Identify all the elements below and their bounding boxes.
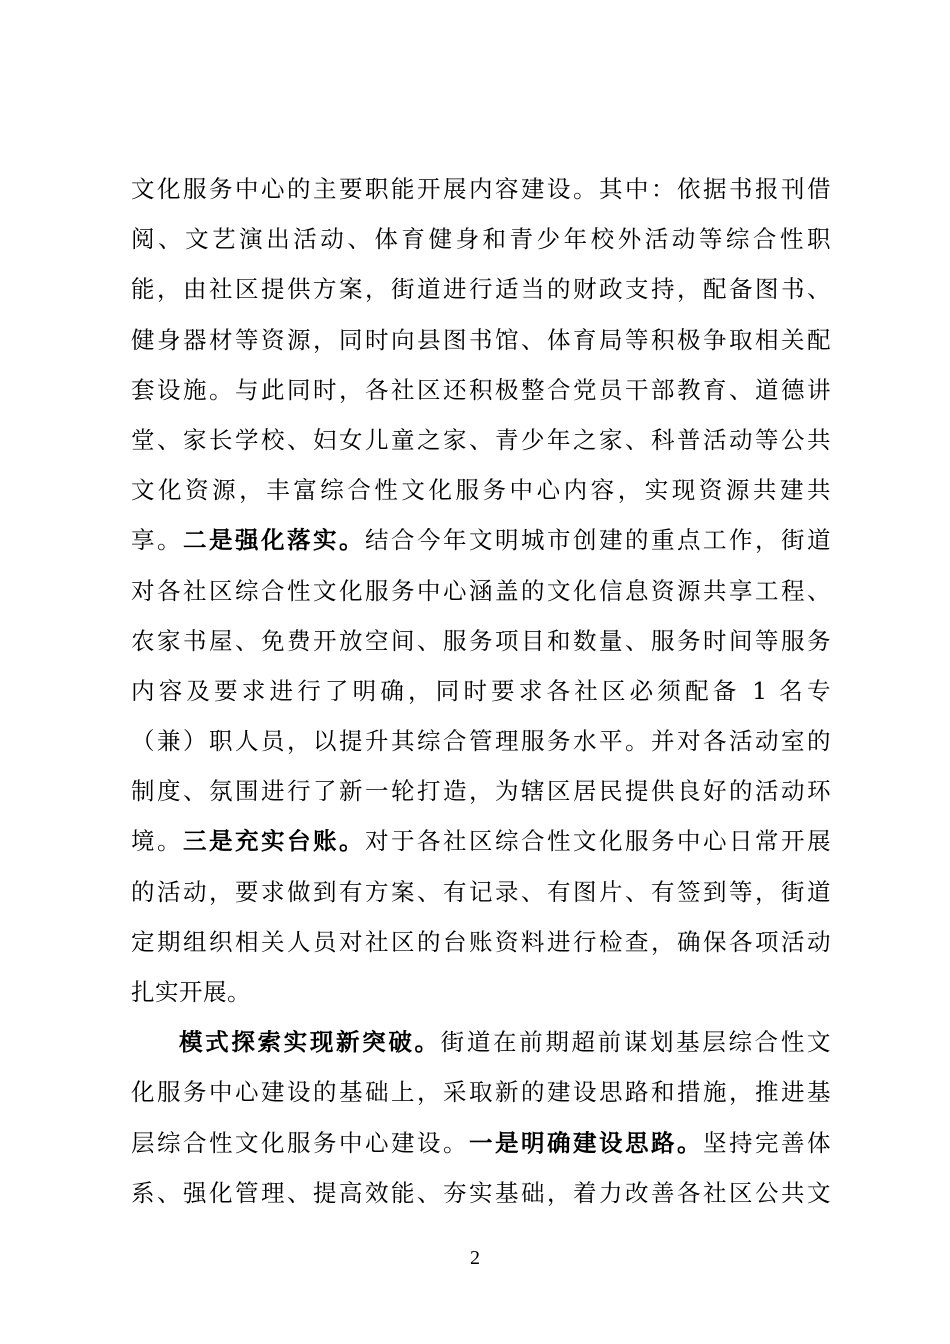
text-run: 能，由社区提供方案，街道进行适当的财政支持，配备图书、 bbox=[131, 275, 831, 304]
text-line bbox=[131, 566, 831, 616]
text-run: 文化资源，丰富综合性文化服务中心内容，实现资源共建共 bbox=[131, 476, 831, 505]
text-run: 享。 bbox=[131, 526, 183, 555]
text-run: 系、强化管理、提高效能、夯实基础，着力改善各社区公共文 bbox=[131, 1178, 831, 1207]
text-line bbox=[131, 415, 831, 465]
text-line bbox=[131, 465, 831, 515]
bold-heading-clarify-ideas: 一是明确建设思路。 bbox=[469, 1128, 703, 1157]
text-line bbox=[131, 164, 831, 214]
text-run: 结合今年文明城市创建的重点工作，街道 bbox=[365, 526, 831, 555]
text-line bbox=[131, 1067, 831, 1117]
text-run: 扎实开展。 bbox=[131, 978, 251, 1006]
text-line bbox=[131, 967, 831, 1017]
text-run: 健身器材等资源，同时向县图书馆、体育局等积极争取相关配 bbox=[131, 325, 831, 354]
text-run: 农家书屋、免费开放空间、服务项目和数量、服务时间等服务 bbox=[131, 626, 831, 655]
text-line bbox=[131, 1017, 831, 1067]
text-run: 制度、氛围进行了新一轮打造，为辖区居民提供良好的活动环 bbox=[131, 777, 831, 806]
text-line bbox=[131, 264, 831, 314]
text-run: 内容及要求进行了明确，同时要求各社区必须配备 1 名专 bbox=[131, 676, 831, 705]
text-line bbox=[131, 214, 831, 264]
bold-heading-enrich-ledger: 三是充实台账。 bbox=[183, 827, 365, 856]
text-run: 层综合性文化服务中心建设。 bbox=[131, 1128, 469, 1157]
text-run: 的活动，要求做到有方案、有记录、有图片、有签到等，街道 bbox=[131, 877, 831, 906]
page-number: 2 bbox=[470, 1247, 480, 1269]
text-run: 坚持完善体 bbox=[703, 1128, 831, 1157]
text-line bbox=[131, 365, 831, 415]
text-line bbox=[131, 716, 831, 766]
text-line bbox=[131, 1118, 831, 1168]
bold-heading-model-exploration: 模式探索实现新突破。 bbox=[179, 1028, 441, 1057]
text-line bbox=[131, 315, 831, 365]
text-run: 套设施。与此同时，各社区还积极整合党员干部教育、道德讲 bbox=[131, 375, 831, 404]
text-run: 街道在前期超前谋划基层综合性文 bbox=[440, 1028, 832, 1057]
text-run: 堂、家长学校、妇女儿童之家、青少年之家、科普活动等公共 bbox=[131, 425, 831, 454]
text-run: 对各社区综合性文化服务中心涵盖的文化信息资源共享工程、 bbox=[131, 576, 831, 605]
text-line bbox=[131, 766, 831, 816]
text-line bbox=[131, 816, 831, 866]
text-run: （兼）职人员，以提升其综合管理服务水平。并对各活动室的 bbox=[131, 727, 831, 756]
text-line bbox=[131, 666, 831, 716]
text-line bbox=[131, 616, 831, 666]
text-line bbox=[131, 1168, 831, 1218]
paragraph-1 bbox=[131, 164, 831, 1017]
text-line bbox=[131, 515, 831, 565]
bold-heading-strengthen-implementation: 二是强化落实。 bbox=[183, 526, 365, 555]
text-line bbox=[131, 867, 831, 917]
text-run: 对于各社区综合性文化服务中心日常开展 bbox=[365, 827, 831, 856]
text-run: 定期组织相关人员对社区的台账资料进行检查，确保各项活动 bbox=[131, 927, 831, 956]
paragraph-2 bbox=[131, 1017, 831, 1218]
text-run: 化服务中心建设的基础上，采取新的建设思路和措施，推进基 bbox=[131, 1078, 831, 1107]
text-line bbox=[131, 917, 831, 967]
text-run: 境。 bbox=[131, 827, 183, 856]
text-run: 文化服务中心的主要职能开展内容建设。其中：依据书报刊借 bbox=[131, 175, 831, 203]
document-body bbox=[131, 164, 831, 1218]
text-run: 阅、文艺演出活动、体育健身和青少年校外活动等综合性职 bbox=[131, 225, 831, 254]
